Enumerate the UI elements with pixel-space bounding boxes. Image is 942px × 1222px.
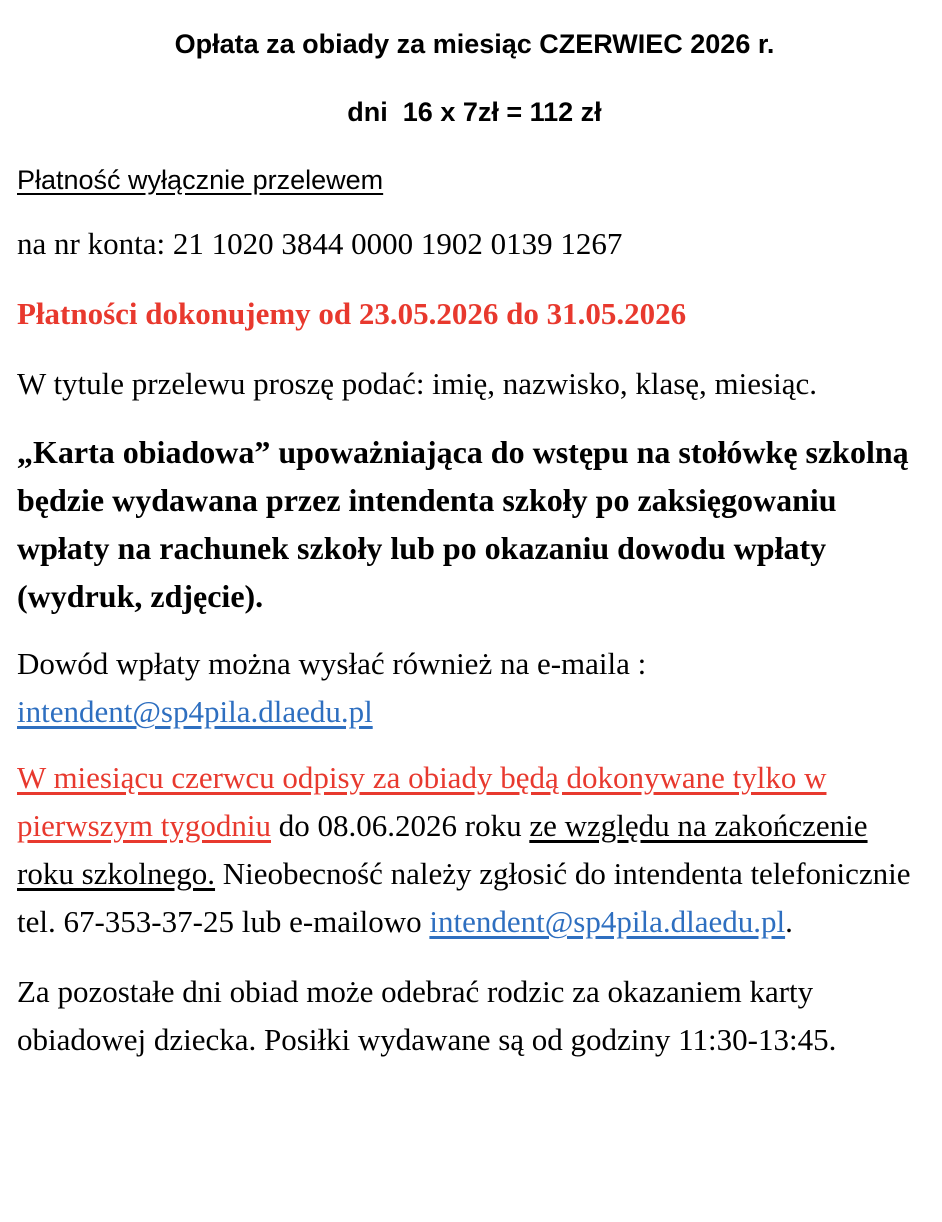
absence-report-text: Nieobecność należy zgłosić do intendenta telefonicznie tel. 67-353-37-25 lub e-mailowo — [17, 856, 911, 939]
meal-pickup-info: Za pozostałe dni obiad może odebrać rodzic za okazaniem karty obiadowej dziecka. Posiłki wydawane są od godziny 11:30-13:45. — [17, 974, 837, 1057]
refund-end-punct: . — [785, 904, 793, 939]
refund-notice — [17, 754, 932, 946]
payment-deadline: Płatności dokonujemy od 23.05.2026 do 31.05.2026 — [17, 296, 687, 331]
refund-date-text: do 08.06.2026 roku — [271, 808, 530, 843]
days-calculation: dni 16 x 7zł = 112 zł — [347, 97, 602, 127]
meal-card-info: „Karta obiadowa” upoważniająca do wstępu na stołówkę szkolną będzie wydawana przez intendenta szkoły po zaksięgowaniu wpłaty na rachunek szkoły lub po okazaniu dowodu wpłaty (wydruk, zdjęcie). — [17, 434, 909, 614]
document-title: Opłata za obiady za miesiąc CZERWIEC 2026 r. — [174, 29, 775, 59]
proof-email-link[interactable]: intendent@sp4pila.dlaedu.pl — [17, 694, 373, 729]
transfer-title-instructions: W tytule przelewu proszę podać: imię, nazwisko, klasę, miesiąc. — [17, 366, 817, 401]
document-page — [17, 22, 932, 1064]
payment-proof-info — [17, 640, 932, 736]
transfer-only-notice: Płatność wyłącznie przelewem — [17, 165, 384, 195]
payment-proof-text: Dowód wpłaty można wysłać również na e-maila : — [17, 646, 647, 681]
refund-red-text: W miesiącu czerwcu odpisy za obiady będą dokonywane tylko w pierwszym tygodniu — [17, 760, 827, 843]
refund-reason-text: ze względu na zakończenie roku szkolnego. — [17, 808, 868, 891]
absence-email-link[interactable]: intendent@sp4pila.dlaedu.pl — [429, 904, 786, 939]
account-number-line: na nr konta: 21 1020 3844 0000 1902 0139 1267 — [17, 226, 623, 261]
